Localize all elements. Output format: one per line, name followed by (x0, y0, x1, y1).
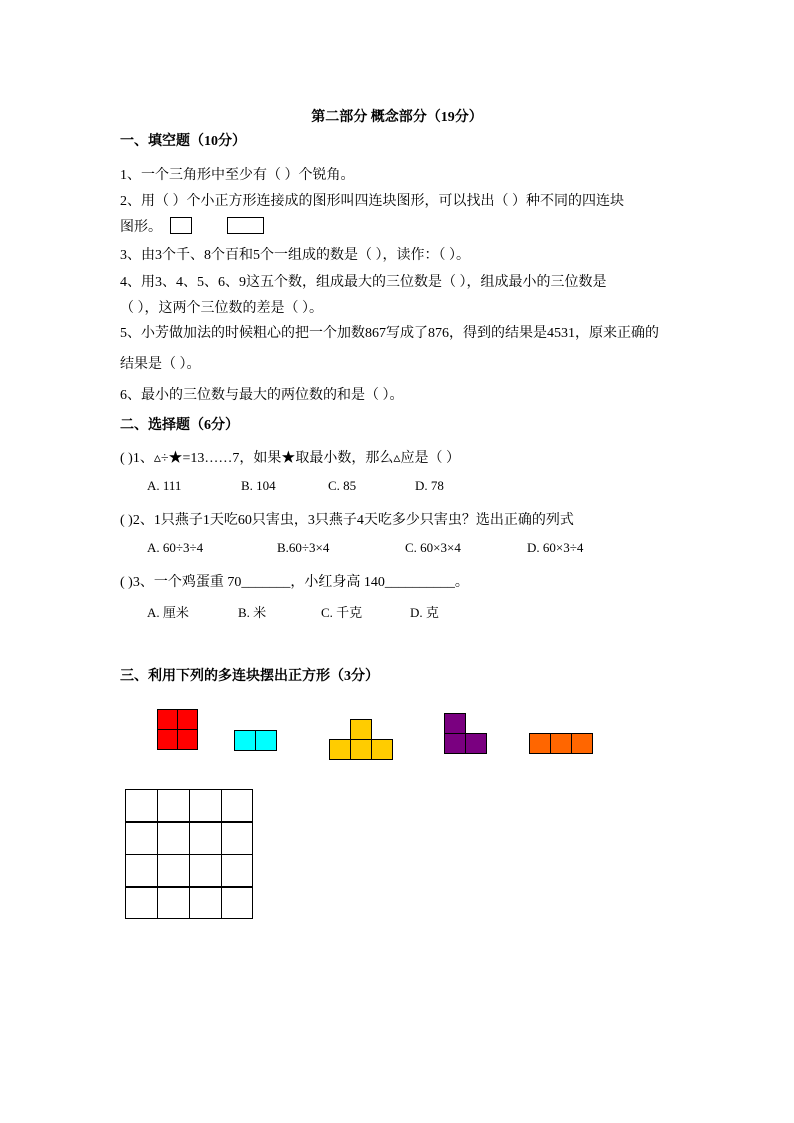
page-title: 第二部分 概念部分（19分） (311, 110, 483, 125)
polyomino-cell (444, 713, 466, 734)
choice-question-2: ( )2、1只燕子1天吃60只害虫，3只燕子4天吃多少只害虫？选出正确的列式 (120, 513, 574, 528)
choice-2-option-c: C. 60×3×4 (405, 540, 461, 555)
choice-1-option-a: A. 111 (147, 478, 182, 493)
polyomino-cell (234, 730, 256, 751)
choice-question-3: ( )3、一个鸡蛋重 70_______，小红身高 140__________。 (120, 575, 469, 590)
choice-1-option-c: C. 85 (328, 478, 357, 493)
fill-question-1: 1、一个三角形中至少有（ ）个锐角。 (120, 168, 355, 183)
grid-line (126, 886, 252, 888)
polyomino-cell (550, 733, 572, 754)
fill-question-4-line2: （ ），这两个三位数的差是（ ）。 (120, 301, 323, 316)
choice-3-option-c: C. 千克 (321, 605, 363, 620)
choice-3-option-d: D. 克 (410, 605, 439, 620)
blank-box-large (227, 217, 264, 234)
choice-2-option-b: B.60÷3×4 (277, 540, 330, 555)
section3-heading: 三、利用下列的多连块摆出正方形（3分） (120, 669, 379, 684)
grid-line (126, 821, 252, 823)
choice-question-1: ( )1、▵÷★=13……7，如果★取最小数，那么▵应是（ ） (120, 451, 460, 466)
fill-question-4-line1: 4、用3、4、5、6、9这五个数，组成最大的三位数是（ ），组成最小的三位数是 (120, 275, 607, 290)
answer-grid-4x4 (125, 789, 253, 919)
fill-question-2-line2: 图形。 (120, 220, 162, 235)
grid-line (126, 854, 252, 856)
polyomino-cell (465, 733, 487, 754)
polyomino-cell (177, 729, 198, 750)
choice-1-option-d: D. 78 (415, 478, 444, 493)
section2-heading: 二、选择题（6分） (120, 418, 239, 433)
choice-1-option-b: B. 104 (241, 478, 276, 493)
polyomino-cell (350, 739, 372, 760)
polyomino-cell (255, 730, 277, 751)
polyomino-cell (444, 733, 466, 754)
fill-question-5-line1: 5、小芳做加法的时候粗心的把一个加数867写成了876，得到的结果是4531，原来正确的 (120, 326, 659, 341)
polyomino-cell (177, 709, 198, 730)
polyomino-cell (371, 739, 393, 760)
fill-question-3: 3、由3个千、8个百和5个一组成的数是（ ），读作：（ ）。 (120, 248, 470, 263)
polyomino-cell (571, 733, 593, 754)
polyomino-cell (529, 733, 551, 754)
choice-2-option-d: D. 60×3÷4 (527, 540, 584, 555)
blank-box-small (170, 217, 192, 234)
fill-question-6: 6、最小的三位数与最大的两位数的和是（ ）。 (120, 388, 404, 403)
polyomino-cell (157, 729, 178, 750)
choice-3-option-a: A. 厘米 (147, 605, 189, 620)
fill-question-5-line2: 结果是（ ）。 (120, 357, 201, 372)
fill-question-2-line1: 2、用（ ）个小正方形连接成的图形叫四连块图形，可以找出（ ）种不同的四连块 (120, 194, 624, 209)
polyomino-cell (350, 719, 372, 740)
polyomino-cell (157, 709, 178, 730)
choice-2-option-a: A. 60÷3÷4 (147, 540, 204, 555)
choice-3-option-b: B. 米 (238, 605, 267, 620)
polyomino-cell (329, 739, 351, 760)
section1-heading: 一、填空题（10分） (120, 134, 246, 149)
